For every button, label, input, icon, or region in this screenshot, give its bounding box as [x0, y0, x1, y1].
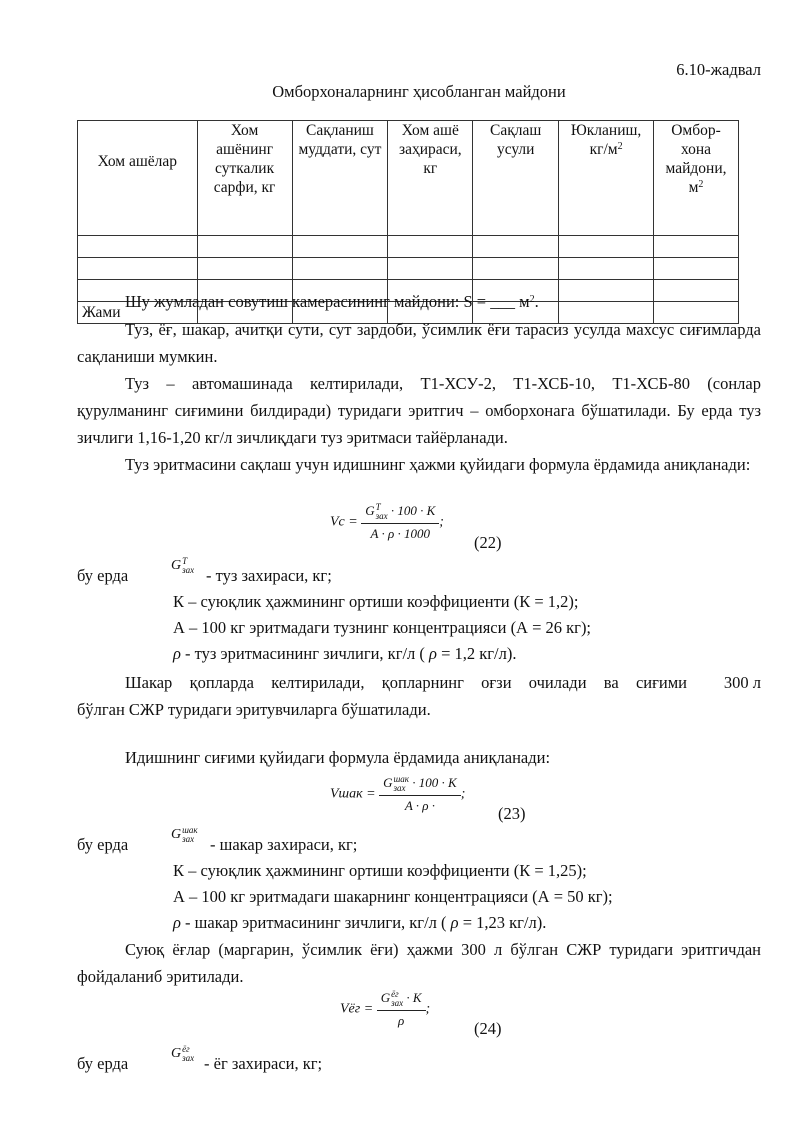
- header-warehouse-area: Омбор-хона майдони, $м^2$: [654, 121, 739, 236]
- where-label: бу ерда: [77, 566, 129, 585]
- rho-density-def-1: ρ - туз эритмасининг зичлиги, кг/л ( ρ = 1,2 кг/л).: [173, 644, 517, 663]
- equation-number-24: (24): [474, 1019, 502, 1038]
- paragraph-container-volume: Идишнинг сиғими қуйидаги формула ёрдамида аниқланади:: [125, 748, 551, 767]
- equation-number-22: (22): [474, 533, 502, 552]
- table-title: Омборхоналарнинг ҳисобланган майдони: [272, 82, 566, 101]
- table-header-row: [78, 121, 739, 236]
- salt-stock-symbol: G T зах: [171, 556, 195, 575]
- equation-number-23: (23): [498, 804, 526, 823]
- sugar-stock-def: - шакар захираси, кг;: [210, 835, 358, 854]
- formula-22: Vc = G T зах · 100 · K A · ρ · 1000 ;: [330, 502, 444, 542]
- paragraph-liquid-fats: Суюқ ёғлар (маргарин, ўсимлик ёғи) ҳажми 300 л бўлган СЖР туридаги эритгичдан фойдаланиб эритилади.: [77, 940, 761, 986]
- table-row: [78, 236, 739, 258]
- formula-23: Vшак = G шак зах · 100 · K A · ρ · ;: [330, 774, 466, 814]
- where-label: бу ерда: [77, 1054, 129, 1073]
- header-raw-materials: Хом ашёлар: [78, 121, 198, 236]
- paragraph-salt-delivery: Туз – автомашинада келтирилади, Т1-ХСУ-2, Т1-ХСБ-10, Т1-ХСБ-80 (сонлар қурулманинг сиғимини билдиради) туридаги эритгич – омборхонага бўшатилади. Бу ерда туз зичлиги 1,16-1,20 кг/л зичлиқдаги туз эритмаси тайёрланади.: [77, 374, 761, 447]
- table-row: [78, 258, 739, 280]
- header-storage-method: Сақлаш усули: [473, 121, 559, 236]
- fat-stock-symbol: G ёг зах: [171, 1044, 195, 1063]
- paragraph-salt-volume: Туз эритмасини сақлаш учун идишнинг ҳажми қуйидаги формула ёрдамида аниқланади:: [125, 455, 751, 474]
- header-stock: Хом ашё заҳираси, кг: [388, 121, 473, 236]
- where-label: бу ерда: [77, 835, 129, 854]
- fat-stock-def: - ёг захираси, кг;: [204, 1054, 323, 1073]
- header-load: Юкланиш, $кг/м^2$: [559, 121, 654, 236]
- rho-density-def-2: ρ - шакар эритмасининг зичлиги, кг/л ( ρ = 1,23 кг/л).: [173, 913, 547, 932]
- a-concentration-def-1: А – 100 кг эритмадаги тузнинг концентрацияси (А = 26 кг);: [173, 618, 592, 637]
- salt-stock-def: - туз захираси, кг;: [206, 566, 332, 585]
- table-number: 6.10-жадвал: [676, 60, 761, 79]
- total-label: Жами: [78, 302, 198, 324]
- a-concentration-def-2: А – 100 кг эритмадаги шакарнинг концентрацияси (А = 50 кг);: [173, 887, 613, 906]
- header-storage-period: Сақланиш муддати, сут: [292, 121, 388, 236]
- formula-24: Vёг = G ёг зах · K ρ ;: [340, 989, 431, 1029]
- k-coefficient-def-2: К – суюқлик ҳажмининг ортиши коэффициенти (К = 1,25);: [173, 861, 587, 880]
- paragraph-storage: Туз, ёғ, шакар, ачитқи сути, сут зардоби, ўсимлик ёғи тарасиз усулда махсус сиғимларда сақланиши мумкин.: [77, 320, 761, 366]
- paragraph-sugar: Шакар қопларда келтирилади, қопларнинг оғзи очилади ва сиғими 300 л бўлган СЖР туридаги эритувчиларга бўшатилади.: [77, 673, 761, 719]
- header-daily-consumption: Хом ашёнинг суткалик сарфи, кг: [197, 121, 292, 236]
- k-coefficient-def-1: К – суюқлик ҳажмининг ортиши коэффициенти (К = 1,2);: [173, 592, 579, 611]
- cooling-chamber-line: Шу жумладан совутиш камерасининг майдони: S = ___ $м^2$.: [125, 292, 539, 311]
- sugar-stock-symbol: G шак зах: [171, 825, 198, 844]
